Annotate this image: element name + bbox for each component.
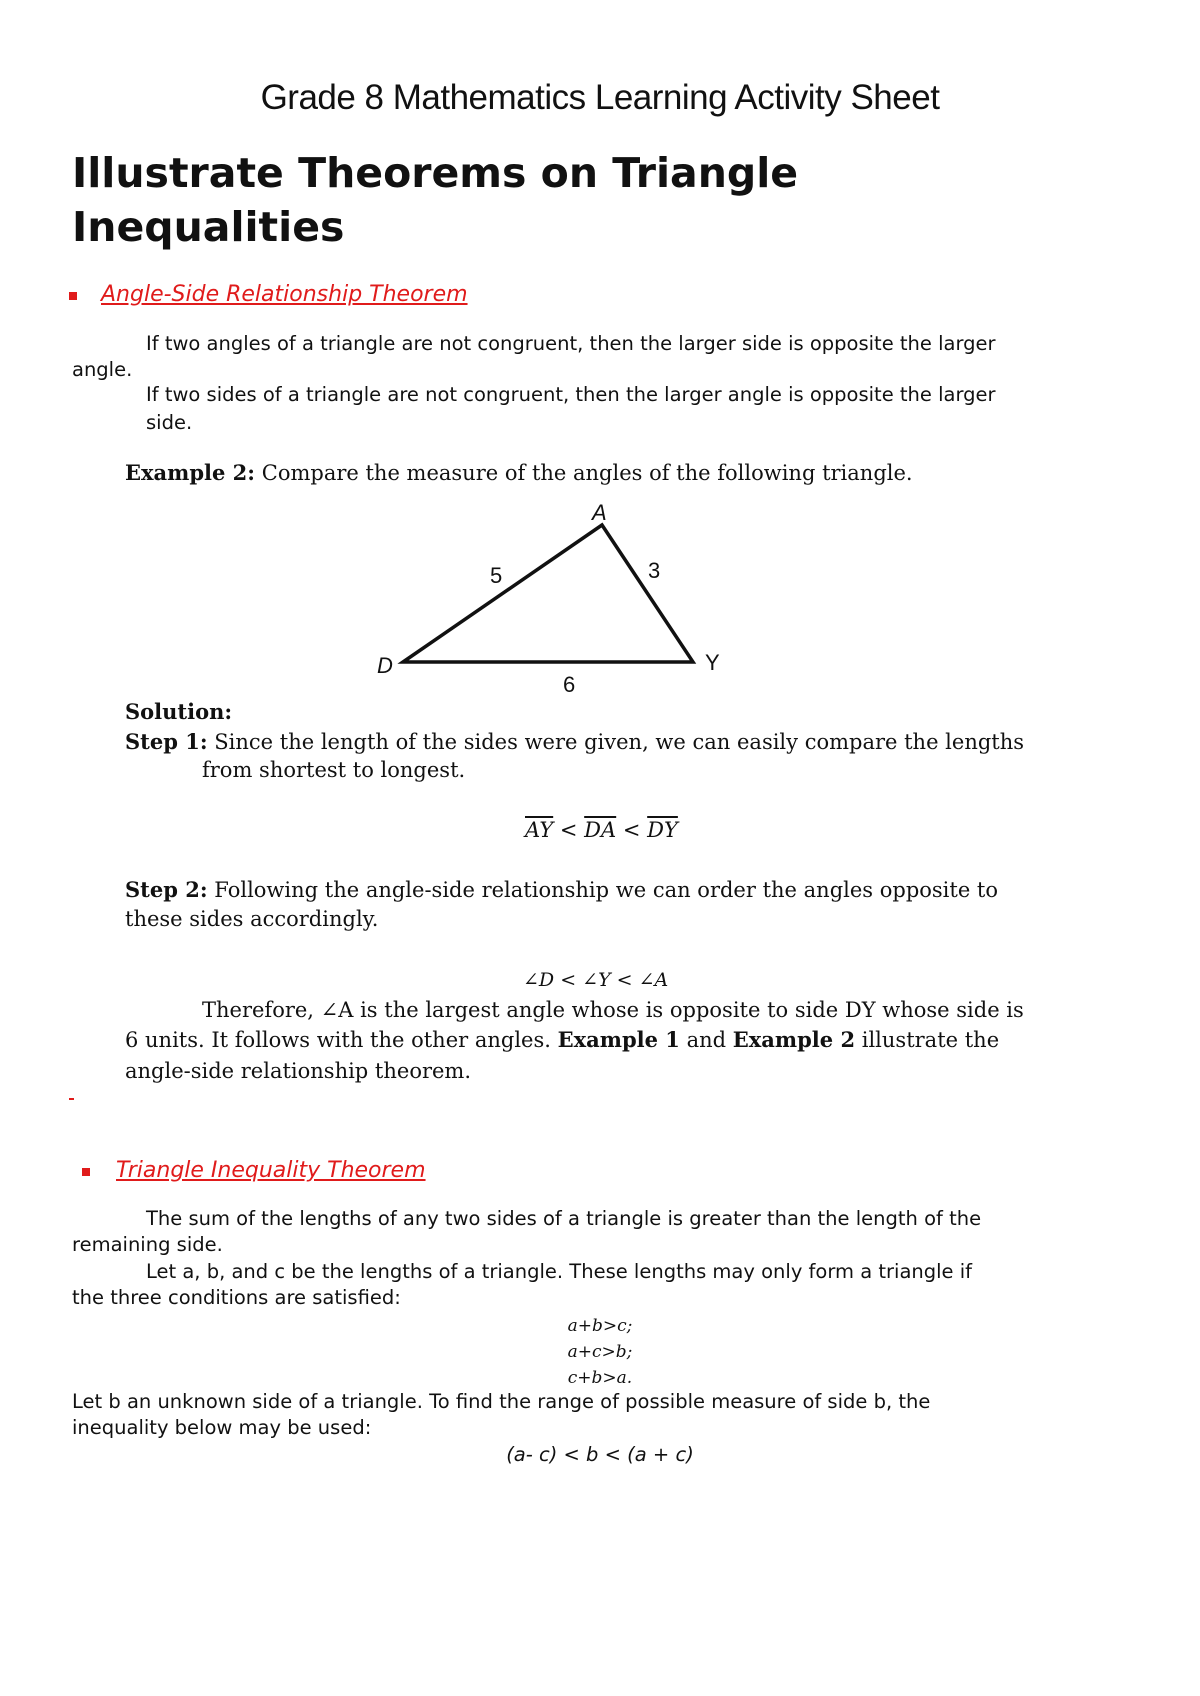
theorem-text-line: Let b an unknown side of a triangle. To find the range of possible measure of side b, the bbox=[72, 1390, 931, 1413]
therefore-text: and bbox=[679, 1028, 733, 1052]
example-label: Example 2: bbox=[125, 460, 256, 485]
solution-label: Solution: bbox=[125, 699, 233, 724]
vertex-label-a: A bbox=[592, 500, 607, 525]
bullet-icon bbox=[82, 1168, 90, 1176]
document-title: Grade 8 Mathematics Learning Activity Sheet bbox=[260, 78, 940, 117]
therefore-line-1: Therefore, ∠A is the largest angle whose is opposite to side DY whose side is bbox=[202, 998, 1024, 1022]
range-inequality: (a- c) < b < (a + c) bbox=[506, 1443, 694, 1466]
page-title bbox=[72, 146, 1132, 254]
step1-line bbox=[125, 727, 1024, 757]
theorem-text-line: the three conditions are satisfied: bbox=[72, 1286, 401, 1309]
therefore-line-2 bbox=[125, 1025, 999, 1055]
step1-text: Since the length of the sides were given, we can easily compare the lengths bbox=[214, 730, 1025, 754]
therefore-text: illustrate the bbox=[855, 1028, 1000, 1052]
side-label-ay: 3 bbox=[648, 558, 661, 583]
section-heading-angle-side: Angle-Side Relationship Theorem bbox=[101, 282, 468, 307]
theorem-text-line: Let a, b, and c be the lengths of a triangle. These lengths may only form a triangle if bbox=[146, 1260, 973, 1283]
page-title-line-1: Illustrate Theorems on Triangle bbox=[72, 149, 799, 197]
step2-line bbox=[125, 875, 998, 905]
condition-1: a+b>c; bbox=[567, 1316, 633, 1336]
side-order-inequality bbox=[525, 815, 678, 845]
less-than-sign: < bbox=[559, 818, 578, 842]
vertex-label-d: D bbox=[377, 653, 393, 678]
segment-dy: $\overline{DY}$ bbox=[647, 818, 678, 842]
step2-text: Following the angle-side relationship we can order the angles opposite to bbox=[214, 878, 999, 902]
solution-heading bbox=[125, 697, 232, 727]
triangle-diagram bbox=[365, 495, 745, 695]
step1-label: Step 1: bbox=[125, 729, 208, 754]
section-heading-triangle-inequality: Triangle Inequality Theorem bbox=[116, 1158, 426, 1183]
theorem-text-line: angle. bbox=[72, 358, 133, 381]
theorem-text-line: remaining side. bbox=[72, 1233, 223, 1256]
example-text: Compare the measure of the angles of the following triangle. bbox=[261, 461, 913, 485]
less-than-sign: < bbox=[622, 818, 641, 842]
triangle-shape bbox=[403, 525, 693, 662]
segment-da: $\overline{DA}$ bbox=[584, 818, 617, 842]
theorem-text-line: If two angles of a triangle are not congruent, then the larger side is opposite the larger bbox=[146, 332, 996, 355]
page-title-line-2: Inequalities bbox=[72, 203, 345, 251]
step2-label: Step 2: bbox=[125, 877, 208, 902]
bullet-icon bbox=[69, 292, 77, 300]
theorem-text-line: side. bbox=[146, 411, 193, 434]
therefore-line-3: angle-side relationship theorem. bbox=[125, 1059, 472, 1083]
condition-list bbox=[450, 1313, 750, 1391]
example-2-ref: Example 2 bbox=[732, 1027, 856, 1052]
segment-ay: $\overline{AY}$ bbox=[525, 818, 554, 842]
vertex-label-y: Y bbox=[705, 650, 720, 675]
side-label-da: 5 bbox=[490, 563, 503, 588]
stray-mark bbox=[69, 1098, 74, 1100]
angle-order-inequality: ∠D < ∠Y < ∠A bbox=[523, 969, 669, 991]
step2-line-2: these sides accordingly. bbox=[125, 907, 379, 931]
condition-3: c+b>a. bbox=[567, 1368, 633, 1388]
example-heading bbox=[125, 458, 913, 488]
theorem-text-line: If two sides of a triangle are not congruent, then the larger angle is opposite the larger bbox=[146, 383, 996, 406]
step1-line-2: from shortest to longest. bbox=[202, 758, 466, 782]
example-1-ref: Example 1 bbox=[557, 1027, 680, 1052]
theorem-text-line: The sum of the lengths of any two sides of a triangle is greater than the length of the bbox=[146, 1207, 982, 1230]
theorem-text-line: inequality below may be used: bbox=[72, 1416, 372, 1439]
therefore-text: 6 units. It follows with the other angles. bbox=[125, 1028, 558, 1052]
condition-2: a+c>b; bbox=[567, 1342, 633, 1362]
side-label-dy: 6 bbox=[563, 672, 576, 695]
